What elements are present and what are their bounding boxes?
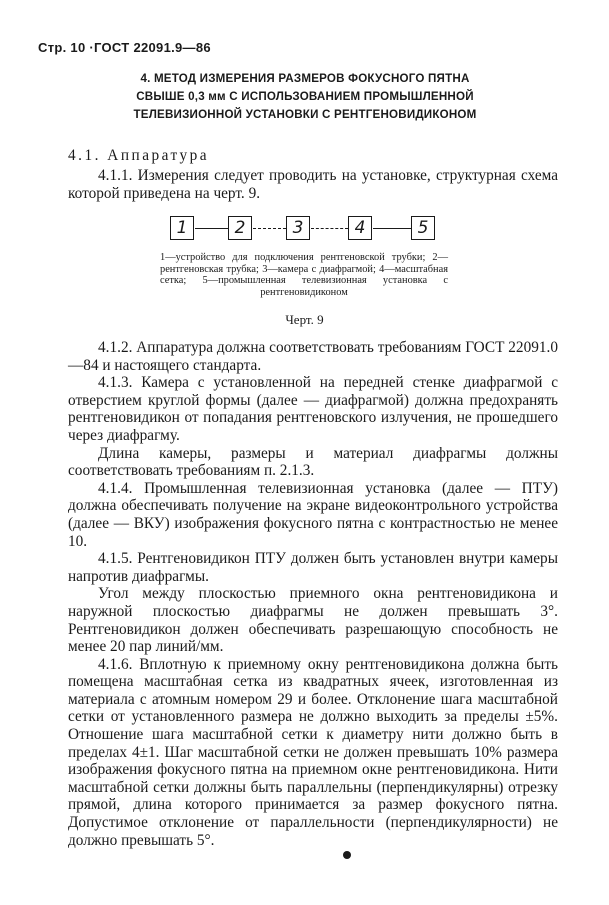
section-title bbox=[60, 70, 550, 124]
diagram-box-1: 1 bbox=[170, 216, 194, 240]
subsection-heading: 4.1. Аппаратура bbox=[68, 147, 210, 164]
diagram-connector-solid bbox=[373, 228, 411, 229]
section-title-line: 4. МЕТОД ИЗМЕРЕНИЯ РАЗМЕРОВ ФОКУСНОГО ПЯТНА bbox=[140, 72, 470, 85]
paragraph: 4.1.3. Камера с установленной на передней стенке диафрагмой с отверстием круглой формы (далее — диафрагмой) должна предохранять рентгеновидикон от попадания рентгеновского излучения, не прошедшего через диафрагму. bbox=[68, 374, 558, 444]
paragraph-block-1 bbox=[68, 167, 558, 202]
paragraph: Длина камеры, размеры и материал диафрагмы должны соответствовать требованиям п. 2.1.3. bbox=[68, 444, 558, 480]
diagram-box-5: 5 bbox=[411, 216, 435, 240]
diagram-connector-dashed bbox=[253, 228, 286, 229]
diagram-box-4: 4 bbox=[348, 216, 372, 240]
diagram-box-2: 2 bbox=[228, 216, 252, 240]
paragraph: 4.1.6. Вплотную к приемному окну рентгеновидикона должна быть помещена масштабная сетка из квадратных ячеек, изготовленная из материала с атомным номером 29 и более. Отклонение шага масштабной сетки от установленного размера не должно выходить за пределы ±5%. Отношение шага масштабной сетки к диаметру нити должно быть в пределах 4±1. Шаг масштабной сетки не должен превышать 10% размера изображения фокусного пятна на приемном окне рентгеновидикона. Нити масштабной сетки должны быть параллельны (перпендикулярны) отрезку прямой, длина которого принимается за размер фокусного пятна. Допустимое отклонение от параллельности (перпендикулярности) не должно превышать 5°. bbox=[68, 655, 558, 849]
diagram-connector-solid bbox=[195, 228, 228, 229]
bullet-dot bbox=[343, 851, 351, 859]
paragraph: 4.1.2. Аппаратура должна соответствовать требованиям ГОСТ 22091.0—84 и настоящего стандарта. bbox=[68, 339, 558, 374]
diagram-caption: 1—устройство для подключения рентгеновской трубки; 2—рентгеновская трубка; 3—камера с диафрагмой; 4—масштабная сетка; 5—промышленная телевизионная установка с рентгеновидиконом bbox=[160, 252, 448, 298]
section-title-line: ТЕЛЕВИЗИОННОЙ УСТАНОВКИ С РЕНТГЕНОВИДИКОНОМ bbox=[133, 108, 477, 121]
paragraph: 4.1.1. Измерения следует проводить на установке, структурная схема которой приведена на черт. 9. bbox=[68, 167, 558, 202]
figure-label: Черт. 9 bbox=[285, 312, 324, 327]
diagram-box-3: 3 bbox=[286, 216, 310, 240]
paragraph: 4.1.5. Рентгеновидикон ПТУ должен быть установлен внутри камеры напротив диафрагмы. bbox=[68, 550, 558, 585]
paragraph-block-2 bbox=[68, 339, 558, 849]
paragraph: Угол между плоскостью приемного окна рентгеновидикона и наружной плоскостью диафрагмы не должен превышать 3°. Рентгеновидикон должен обеспечивать разрешающую способность не менее 20 пар линий/мм. bbox=[68, 585, 558, 656]
section-title-line: СВЫШЕ 0,3 мм С ИСПОЛЬЗОВАНИЕМ ПРОМЫШЛЕННОЙ bbox=[136, 90, 474, 103]
paragraph: 4.1.4. Промышленная телевизионная установка (далее — ПТУ) должна обеспечивать получение на экране видеоконтрольного устройства (далее — ВКУ) изображения фокусного пятна с контрастностью не менее 10. bbox=[68, 479, 558, 550]
diagram-connector-dashed bbox=[311, 228, 348, 229]
structural-diagram bbox=[170, 216, 440, 246]
page-header: Стр. 10 ·ГОСТ 22091.9—86 bbox=[38, 40, 211, 55]
